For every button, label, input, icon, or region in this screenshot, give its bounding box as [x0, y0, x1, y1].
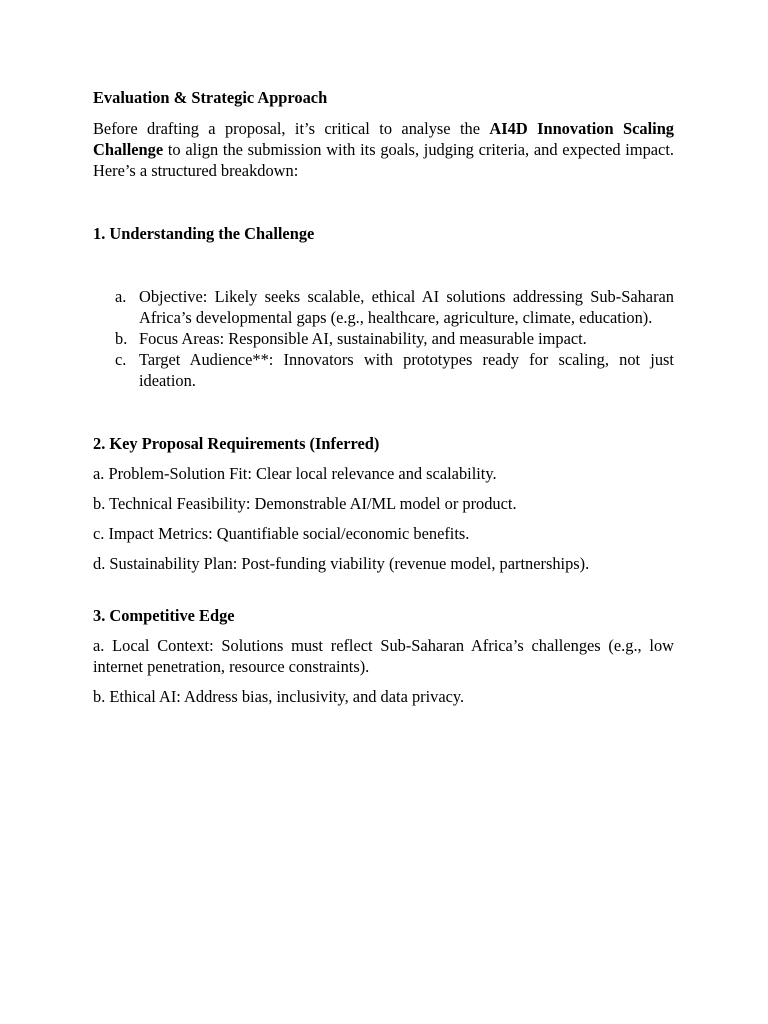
requirement-item: c. Impact Metrics: Quantifiable social/economic benefits. — [93, 524, 470, 543]
list-marker: a. — [115, 287, 127, 306]
requirement-item: a. Problem-Solution Fit: Clear local relevance and scalability. — [93, 464, 497, 483]
list-item-text: Objective: Likely seeks scalable, ethical AI solutions addressing Sub-Saharan Africa’s developmental gaps (e.g., healthcare, agriculture, climate, education). — [139, 287, 674, 327]
section-heading-requirements: 2. Key Proposal Requirements (Inferred) — [93, 434, 380, 453]
list-marker: b. — [115, 329, 128, 348]
list-item-text: Focus Areas: Responsible AI, sustainability, and measurable impact. — [139, 329, 587, 348]
challenge-name: AI4D Innovation Scaling Challenge — [93, 119, 675, 159]
list-item — [115, 286, 674, 328]
competitive-edge-item: a. Local Context: Solutions must reflect Sub-Saharan Africa’s challenges (e.g., low internet penetration, resource constraints). — [93, 636, 674, 676]
document-title: Evaluation & Strategic Approach — [93, 88, 328, 107]
competitive-edge-item: b. Ethical AI: Address bias, inclusivity, and data privacy. — [93, 687, 465, 706]
list-item — [115, 349, 674, 391]
list-item-text: Target Audience**: Innovators with prototypes ready for scaling, not just ideation. — [139, 350, 674, 390]
section-heading-competitive-edge: 3. Competitive Edge — [93, 606, 235, 625]
understanding-list — [93, 286, 674, 391]
requirement-item: d. Sustainability Plan: Post-funding viability (revenue model, partnerships). — [93, 554, 590, 573]
intro-text-after: to align the submission with its goals, judging criteria, and expected impact. Here’s a structured breakdown: — [93, 140, 674, 180]
intro-paragraph — [93, 118, 674, 181]
list-item — [115, 328, 674, 349]
intro-text-before: Before drafting a proposal, it’s critical to analyse the — [93, 119, 490, 138]
section-heading-understanding: 1. Understanding the Challenge — [93, 224, 315, 243]
document-body — [93, 87, 674, 716]
list-marker: c. — [115, 350, 127, 369]
requirement-item: b. Technical Feasibility: Demonstrable AI/ML model or product. — [93, 494, 517, 513]
